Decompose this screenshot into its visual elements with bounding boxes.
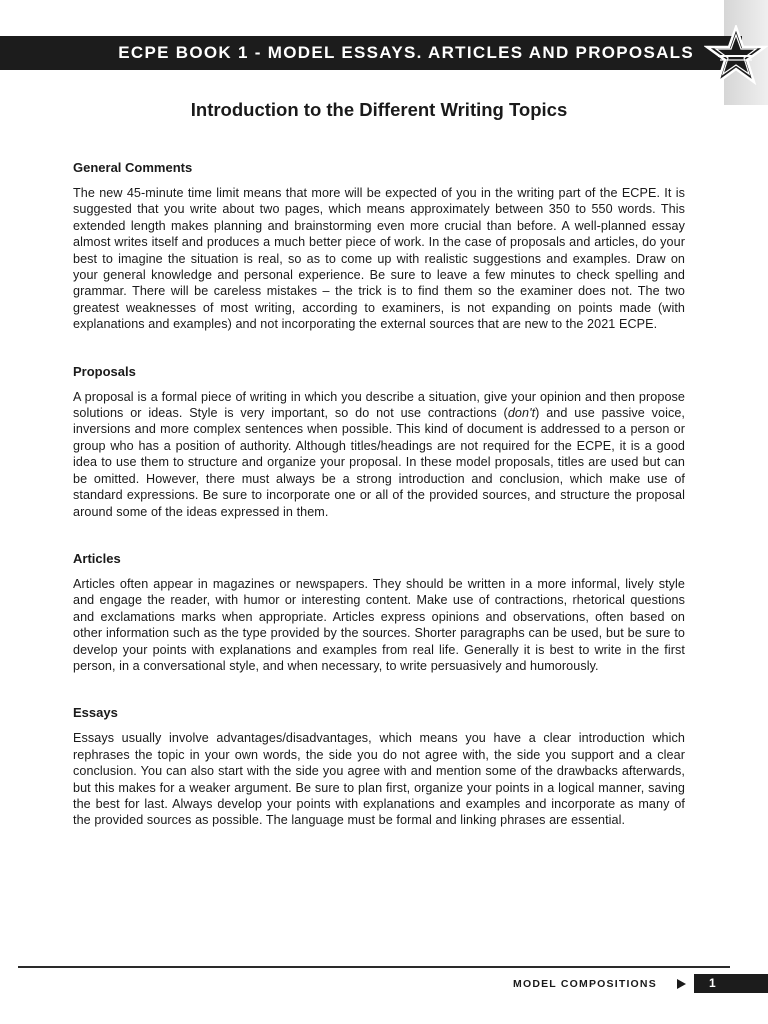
content [73, 158, 685, 829]
section-paragraph [73, 389, 685, 520]
header-title: ECPE BOOK 1 - MODEL ESSAYS. ARTICLES AND PROPOSALS [118, 43, 694, 62]
emphasized-word: don't [507, 406, 536, 421]
star-badge-icon [704, 25, 768, 85]
section-heading: Essays [73, 705, 118, 721]
section-paragraph: The new 45-minute time limit means that more will be expected of you in the writing part of the ECPE. It is suggested that you write about two pages, which means approximately between 350 to 550 words. This extended length makes planning and brainstorming even more crucial than before. A well-planned essay almost writes itself and produces a much better piece of work. In the case of proposals and articles, do your best to imagine the situation is real, so as to come up with realistic suggestions and examples. Draw on your general knowledge and personal experience. Be sure to leave a few minutes to check spelling and grammar. There will be careless mistakes – the trick is to find them so the examiner does not. The two greatest weaknesses of most writing, according to examiners, is not expanding on points made (with explanations and examples) and not incorporating the external sources that are new to the 2021 ECPE. [73, 186, 685, 332]
section-heading: Articles [73, 550, 121, 566]
footer-label: MODEL COMPOSITIONS [513, 978, 657, 990]
section-paragraph: Essays usually involve advantages/disadvantages, which means you have a clear introduction which rephrases the topic in your own words, the side you do not agree with, the side you support and a clear conclusion. You can also start with the side you agree with and mention some of the drawbacks afterwards, but this makes for a weaker argument. Be sure to plan first, organize your points in a logical manner, saving the best for last. Always develop your points with explanations and examples and incorporate as many of the provided sources as possible. The language must be formal and linking phrases are essential. [73, 731, 685, 828]
section-general-comments [73, 158, 685, 333]
triangle-right-icon [676, 979, 686, 989]
header-bar [0, 36, 742, 70]
paragraph-text: A proposal is a formal piece of writing in which you describe a situation, give your opinion and then propose solutions or ideas. Style is very important, so do not use contractions ( [73, 389, 685, 421]
section-heading: Proposals [73, 363, 136, 379]
section-heading: General Comments [73, 160, 193, 175]
page-number: 1 [694, 974, 768, 993]
page-title: Introduction to the Different Writing Topics [190, 99, 568, 120]
section-essays [73, 703, 685, 828]
footer-divider [18, 966, 730, 968]
section-proposals [73, 362, 685, 520]
paragraph-text: ) and use passive voice, inversions and more complex sentences when possible. This kind of document is addressed to a person or group who has a position of authority. Although titles/headings are not required for the ECPE, it is a good idea to use them to structure and organize your proposal. In these model proposals, titles are used but can be omitted. However, there must always be a strong introduction and conclusion, which make use of standard expressions. Be sure to incorporate one or all of the provided sources, and structure the proposal around some of the ideas expressed in them. [73, 406, 685, 519]
section-articles [73, 549, 685, 674]
section-paragraph: Articles often appear in magazines or newspapers. They should be written in a more informal, lively style and engage the reader, with humor or interesting content. Make use of contractions, rhetorical questions and exclamations marks when appropriate. Articles express opinions and observations, often based on other information such as the type provided by the sources. Shorter paragraphs can be used, but be sure to develop your points with explanations and examples from real life. Generally it is best to write in the first person, in a conversational style, and when necessary, to write persuasively and humorously. [73, 576, 685, 673]
